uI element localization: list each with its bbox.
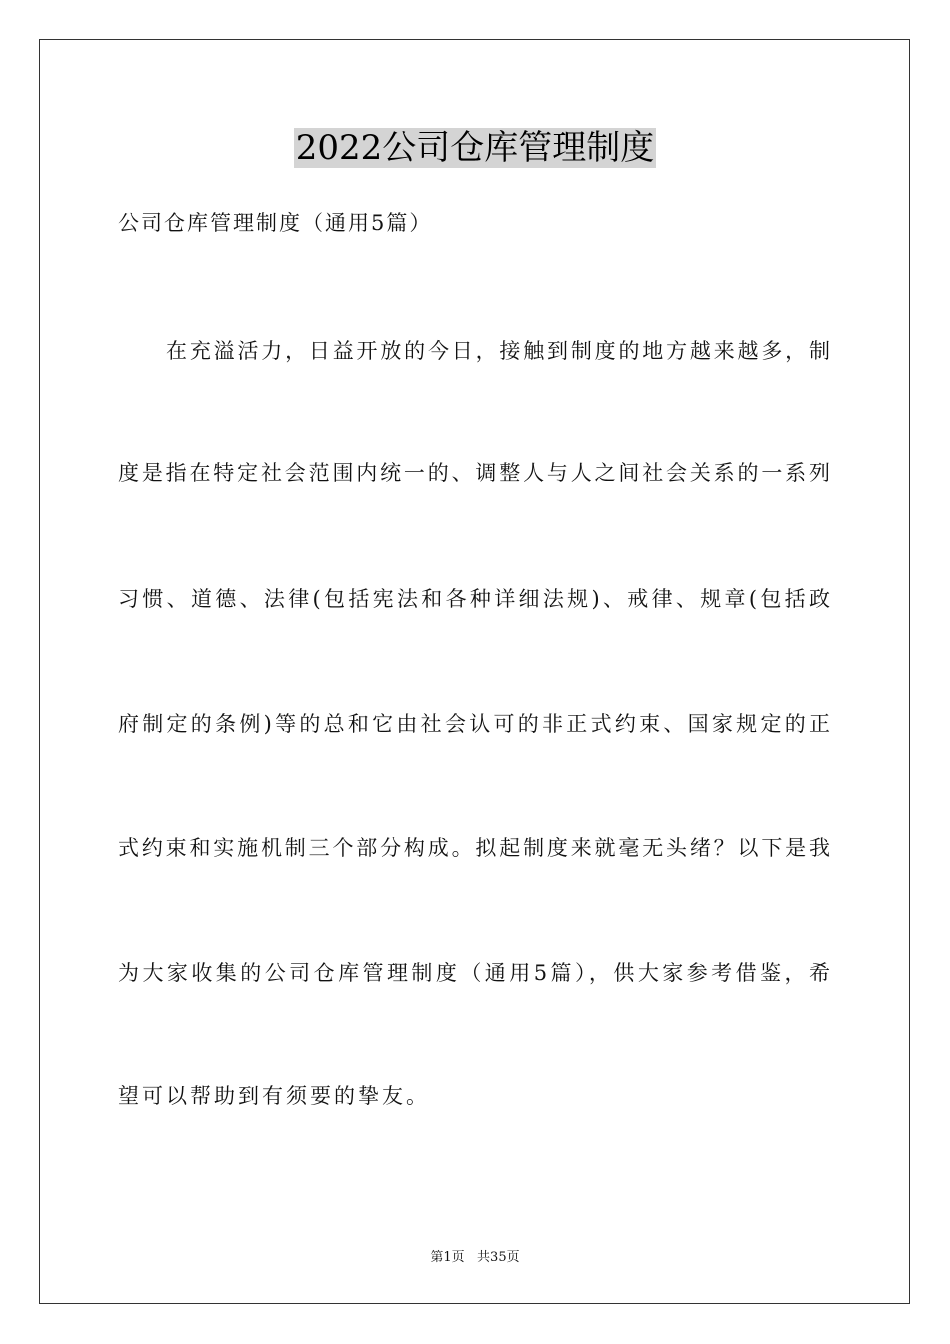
document-subtitle: 公司仓库管理制度（通用5篇） bbox=[118, 211, 433, 235]
paragraph-line: 望可以帮助到有须要的挚友。 bbox=[118, 1084, 430, 1108]
paragraph-line: 为大家收集的公司仓库管理制度（通用5篇），供大家参考借鉴，希 bbox=[118, 961, 830, 985]
document-title: 2022公司仓库管理制度 bbox=[295, 128, 655, 168]
paragraph-line: 度是指在特定社会范围内统一的、调整人与人之间社会关系的一系列 bbox=[118, 461, 830, 485]
paragraph-line: 式约束和实施机制三个部分构成。拟起制度来就毫无头绪？以下是我 bbox=[118, 836, 830, 860]
paragraph-line: 习惯、道德、法律(包括宪法和各种详细法规)、戒律、规章(包括政 bbox=[118, 587, 830, 611]
page-number-footer: 第1页 共35页 bbox=[430, 1250, 520, 1265]
paragraph-line: 在充溢活力，日益开放的今日，接触到制度的地方越来越多，制 bbox=[166, 339, 830, 363]
paragraph-line: 府制定的条例)等的总和它由社会认可的非正式约束、国家规定的正 bbox=[118, 712, 830, 736]
title-wrap bbox=[0, 128, 950, 168]
